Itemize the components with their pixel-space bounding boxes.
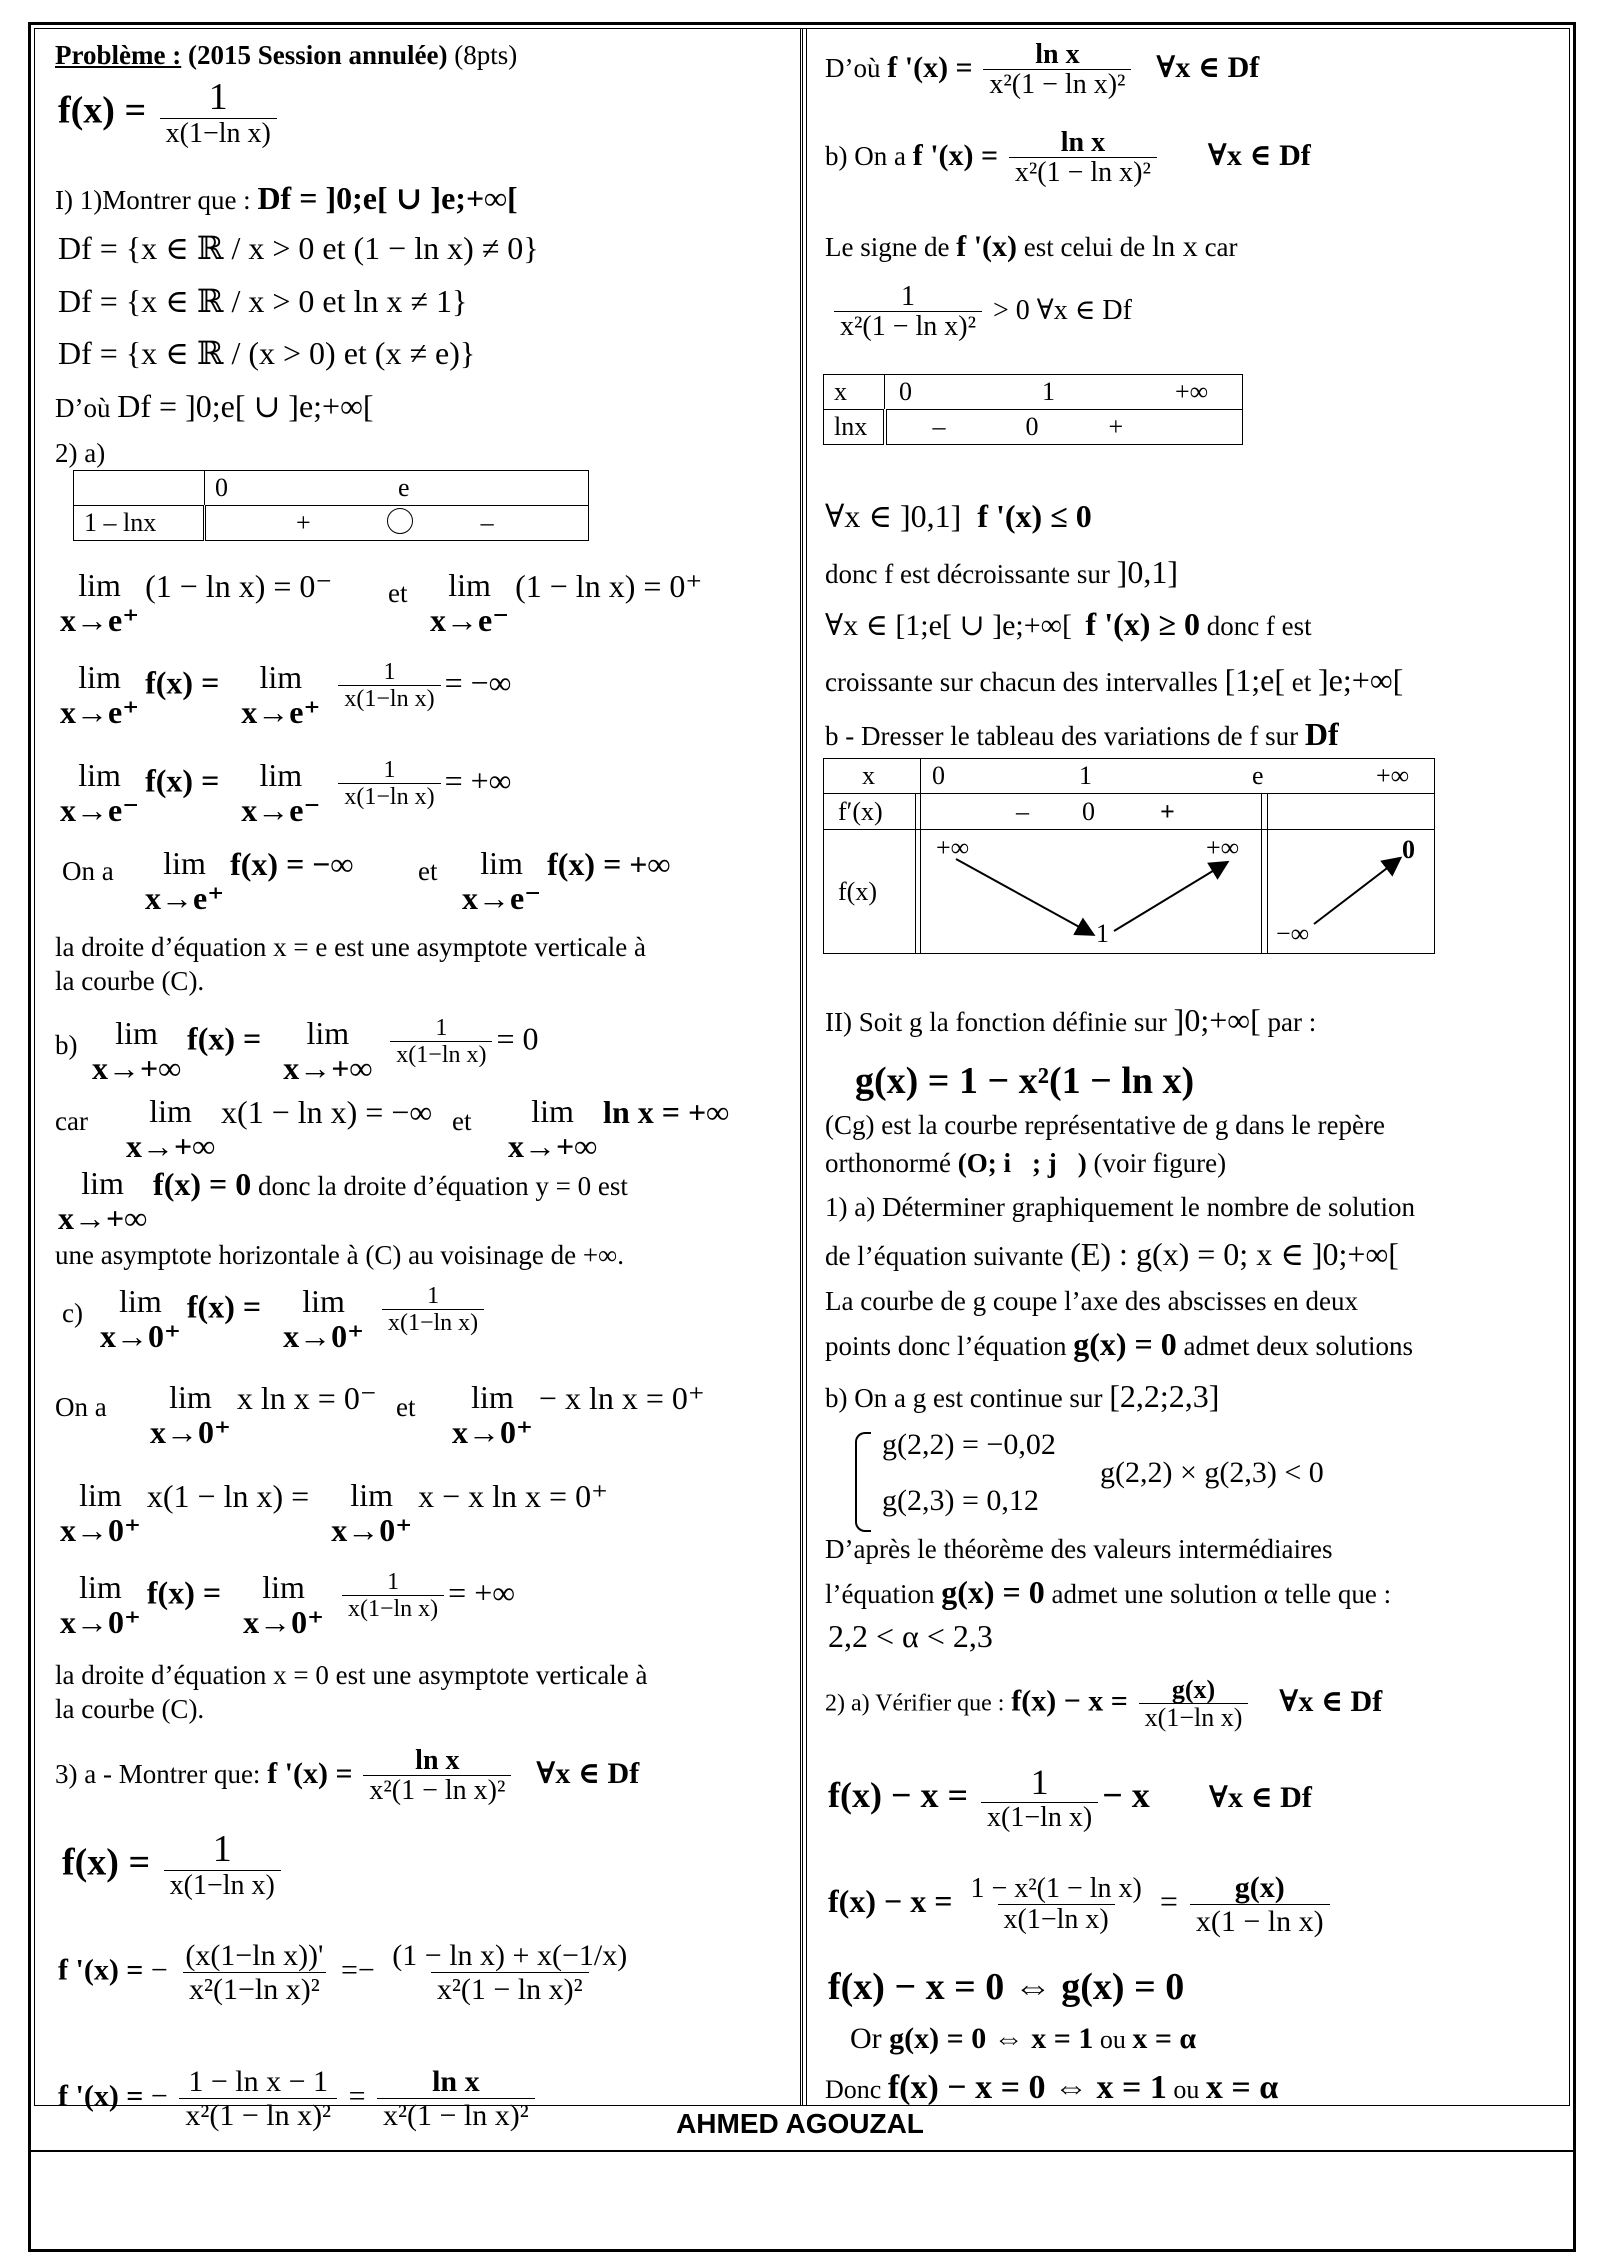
domain-line-2: Df = {x ∈ ℝ / x > 0 et ln x ≠ 1} bbox=[58, 283, 468, 319]
limit-f-plus-infinity: lim x→+∞ f(x) = lim x→+∞ $\frac{1}{\text{x(1−ln x)}}$ = 0 bbox=[92, 1015, 539, 1087]
brace bbox=[855, 1432, 871, 1532]
limit-minus-xlnx-zero: lim x→0⁺ − x ln x = 0⁺ bbox=[452, 1379, 705, 1451]
arrow-decreasing bbox=[956, 859, 1092, 934]
positive-denominator: $\frac{1}{\text{x²(1 − ln x)²}}$ > 0 ∀x ∈ Df bbox=[830, 282, 1132, 343]
increasing-condition: ∀x ∈ [1;e[ ∪ ]e;+∞[ f '(x) ≥ 0 donc f est bbox=[825, 606, 1312, 642]
intersection-text-1: La courbe de g coupe l’axe des abscisses en deux bbox=[825, 1286, 1359, 1316]
equivalence-2: Or g(x) = 0 ⇔ x = 1 ou x = α bbox=[850, 2022, 1197, 2055]
asymptote-e-text-2: la courbe (C). bbox=[55, 966, 205, 996]
cg-description-2: orthonormé (O; i⃗; j⃗) (voir figure) bbox=[825, 1148, 1227, 1178]
g-at-2-3: g(2,3) = 0,12 bbox=[882, 1484, 1039, 1517]
ivt-text-2: l’équation g(x) = 0 admet une solution α telle que : bbox=[825, 1574, 1392, 1610]
equivalence-1: f(x) − x = 0 ⇔ g(x) = 0 bbox=[828, 1966, 1185, 2008]
decreasing-text: donc f est décroissante sur ]0,1] bbox=[825, 554, 1178, 590]
continuity-text: b) On a g est continue sur [2,2;2,3] bbox=[825, 1378, 1220, 1414]
q1a-text-2: de l’équation suivante (E) : g(x) = 0; x ∈ ]0;+∞[ bbox=[825, 1236, 1399, 1272]
q1-statement: I) 1)Montrer que : Df = ]0;e[ ∪ ]e;+∞[ bbox=[55, 180, 518, 216]
domain-line-1: Df = {x ∈ ℝ / x > 0 et (1 − ln x) ≠ 0} bbox=[58, 230, 539, 266]
author-name: AHMED AGOUZAL bbox=[676, 2108, 924, 2139]
f-minus-x-line-1: f(x) − x = $\frac{1}{\text{x(1−ln x)}}$ − x ∀x ∈ Df bbox=[828, 1762, 1312, 1833]
limit-lnx-infinity: lim x→+∞ ln x = +∞ bbox=[508, 1093, 730, 1165]
increasing-text: croissante sur chacun des intervalles [1;e[ et ]e;+∞[ bbox=[825, 662, 1404, 698]
limit-x1lnx-infinity: lim x→+∞ x(1 − ln x) = −∞ bbox=[126, 1093, 433, 1165]
limit-f-e-minus: lim x→e⁻ f(x) = lim x→e⁻ $\frac{1}{\text{x(1−ln x)}}$ = +∞ bbox=[60, 757, 512, 829]
limit-summary-e-minus: lim x→e⁻ f(x) = +∞ bbox=[462, 845, 671, 917]
f-minus-x-line-2: f(x) − x = $\frac{\text{1 − x²(1 − ln x)}}{\text{x(1−ln x)}}$ = $\frac{g(x)}{\text{x(1 − ln x)}}$ bbox=[828, 1872, 1334, 1938]
limit-f-zero-result: lim x→0⁺ f(x) = lim x→0⁺ $\frac{1}{\text{x(1−ln x)}}$ = +∞ bbox=[60, 1569, 516, 1641]
domain-line-3: Df = {x ∈ ℝ / (x > 0) et (x ≠ e)} bbox=[58, 335, 476, 371]
limit-x1lnx-zero: lim x→0⁺ x(1 − ln x) = lim x→0⁺ x − x ln x = 0⁺ bbox=[60, 1477, 608, 1549]
variation-table-title: b - Dresser le tableau des variations de f sur Df bbox=[825, 716, 1339, 752]
arrow-increasing-2 bbox=[1314, 859, 1399, 924]
asymptote-0-text-1: la droite d’équation x = 0 est une asymptote verticale à bbox=[55, 1660, 648, 1690]
ivt-text-1: D’après le théorème des valeurs intermédiaires bbox=[825, 1534, 1333, 1564]
limit-f-zero-plus: lim x→0⁺ f(x) = lim x→0⁺ $\frac{1}{\text{x(1−ln x)}}$ bbox=[100, 1284, 488, 1354]
sign-table-1-minus-lnx: 0 e 1 – lnx + – bbox=[73, 470, 589, 541]
conclusion: Donc f(x) − x = 0 ⇔ x = 1 ou x = α bbox=[825, 2069, 1279, 2106]
intersection-text-2: points donc l’équation g(x) = 0 admet deux solutions bbox=[825, 1326, 1413, 1362]
limit-1-minus-lnx-e-minus: lim x→e⁻ (1 − ln x) = 0⁺ bbox=[430, 567, 703, 639]
derivative-result: D’où f '(x) = $\frac{\text{ln x}}{\text{x²(1 − ln x)²}}$ ∀x ∈ Df bbox=[825, 39, 1260, 101]
cg-description-1: (Cg) est la courbe représentative de g dans le repère bbox=[825, 1110, 1385, 1140]
footer-rule bbox=[28, 2150, 1576, 2152]
problem-session: (2015 Session annulée) bbox=[181, 40, 448, 70]
alpha-bounds: 2,2 < α < 2,3 bbox=[828, 1618, 993, 1654]
horizontal-asymptote: lim x→+∞ f(x) = 0 donc la droite d’équation y = 0 est bbox=[58, 1165, 628, 1237]
horizontal-asymptote-text: une asymptote horizontale à (C) au voisinage de +∞. bbox=[55, 1240, 625, 1270]
part2-statement: II) Soit g la fonction définie sur ]0;+∞[ par : bbox=[825, 1002, 1317, 1038]
variation-table: x 0 1 e +∞ f′(x) – 0 + f(x) +∞ 1 +∞ −∞ 0 bbox=[823, 758, 1435, 954]
domain-conclusion: D’où Df = ]0;e[ ∪ ]e;+∞[ bbox=[55, 388, 374, 424]
problem-points: (8pts) bbox=[447, 40, 518, 70]
problem-heading bbox=[55, 40, 517, 71]
derivative-step-2: f '(x) = − $\frac{\text{1 − ln x − 1}}{\text{x²(1 − ln x)²}}$ = $\frac{\text{ln x}}{\text{x²(1 − ln x)²}}$ bbox=[58, 2066, 539, 2132]
g-at-2-2: g(2,2) = −0,02 bbox=[882, 1428, 1056, 1461]
g-definition: g(x) = 1 − x²(1 − ln x) bbox=[855, 1060, 1195, 1102]
sign-explanation: Le signe de f '(x) est celui de ln x car bbox=[825, 230, 1238, 263]
asymptote-e-text-1: la droite d’équation x = e est une asymptote verticale à bbox=[55, 932, 647, 962]
limit-xlnx-zero: lim x→0⁺ x ln x = 0⁻ bbox=[150, 1379, 377, 1451]
limit-f-e-plus: lim x→e⁺ f(x) = lim x→e⁺ $\frac{1}{\text{x(1−ln x)}}$ = −∞ bbox=[60, 659, 512, 731]
problem-title: Problème : bbox=[55, 40, 182, 70]
limit-summary-e-plus: lim x→e⁺ f(x) = −∞ bbox=[145, 845, 354, 917]
asymptote-0-text-2: la courbe (C). bbox=[55, 1694, 205, 1724]
limit-1-minus-lnx-e-plus: lim x→e⁺ (1 − ln x) = 0⁻ bbox=[60, 567, 333, 639]
g-product-negative: g(2,2) × g(2,3) < 0 bbox=[1100, 1456, 1324, 1489]
arrow-increasing-1 bbox=[1114, 863, 1226, 931]
f-definition: f(x) = $\frac{1}{\text{x(1−ln x)}}$ bbox=[58, 78, 281, 150]
derivative-restated: b) On a f '(x) = $\frac{\text{ln x}}{\text{x²(1 − ln x)²}}$ ∀x ∈ Df bbox=[825, 127, 1311, 189]
q1a-text-1: 1) a) Déterminer graphiquement le nombre de solution bbox=[825, 1192, 1416, 1222]
derivative-step-1: f '(x) = − $\frac{\text{(x(1−ln x))'}}{\text{x²(1−ln x)²}}$ =− $\frac{\text{(1 − ln x) + x(−1/x)}}{\text{x²(1 − ln x)²}}$ bbox=[58, 1939, 628, 2006]
zero-marker bbox=[387, 508, 413, 534]
lnx-sign-table: x 0 1 +∞ lnx – 0 + bbox=[823, 374, 1243, 445]
f-definition-repeat: f(x) = $\frac{1}{\text{x(1−ln x)}}$ bbox=[62, 1830, 285, 1902]
q3a-statement: 3) a - Montrer que: f '(x) = $\frac{\text{ln x}}{\text{x²(1 − ln x)²}}$ ∀x ∈ Df bbox=[55, 1745, 640, 1807]
decreasing-condition: ∀x ∈ ]0,1] f '(x) ≤ 0 bbox=[825, 498, 1092, 534]
q2a-label: 2) a) bbox=[55, 438, 106, 468]
q2a-statement: 2) a) Vérifier que : f(x) − x = $\frac{g(x)}{\text{x(1−ln x)}}$ ∀x ∈ Df bbox=[825, 1675, 1383, 1733]
variation-arrows bbox=[824, 759, 1436, 955]
